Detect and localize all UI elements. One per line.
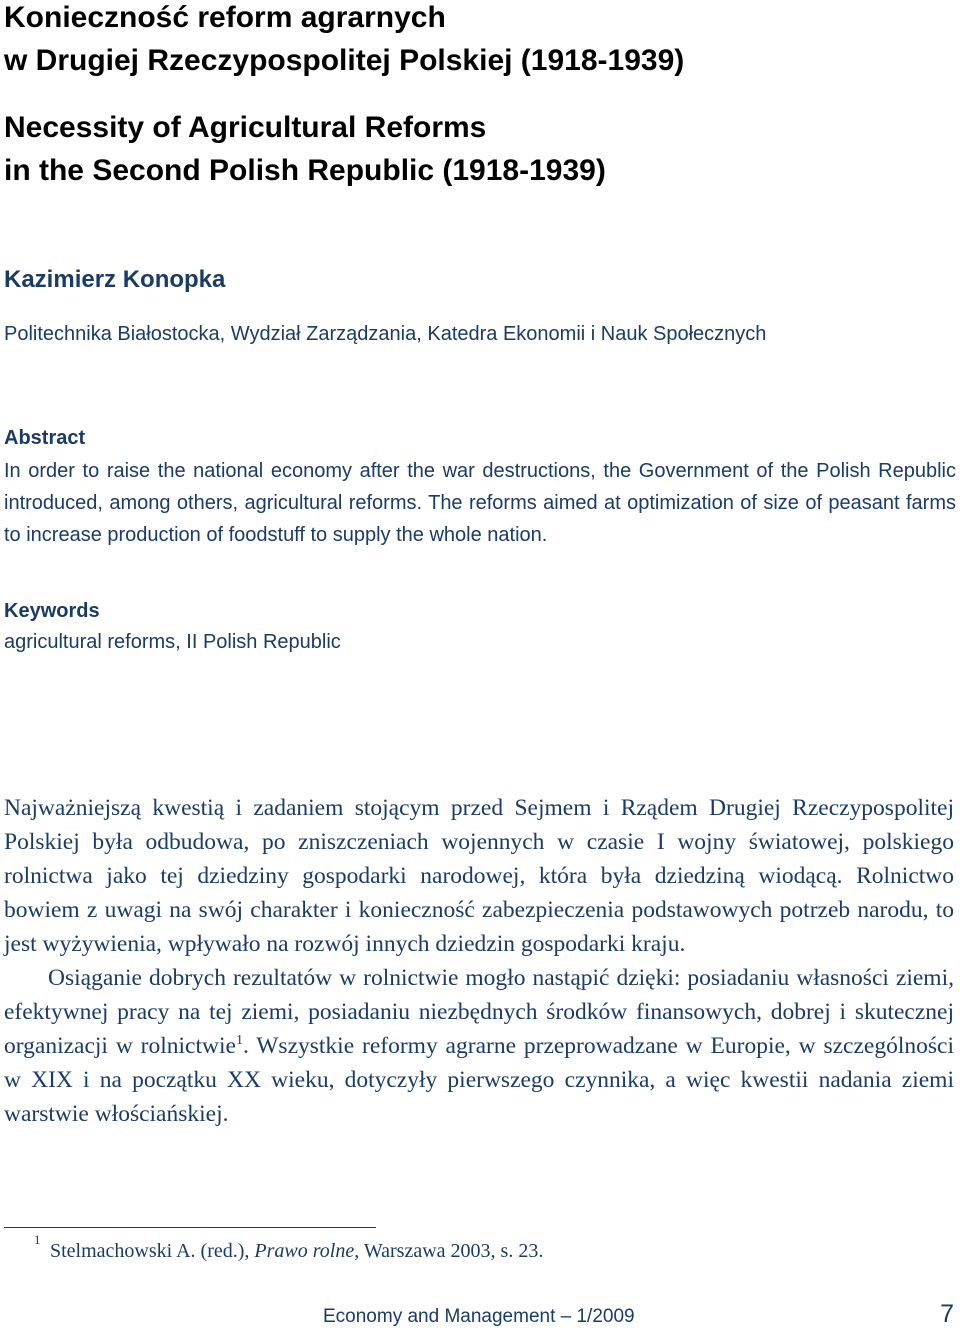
- footnote-details: , Warszawa 2003, s. 23.: [354, 1240, 544, 1262]
- body-paragraph-1: Najważniejszą kwestią i zadaniem stojącym przed Sejmem i Rządem Drugiej Rzeczypospolitej Polskiej była odbudowa, po zniszczeniach wojennych w czasie I wojny światowej, polskiego rolnictwa jako tej dziedziny gospodarki narodowej, która była dziedziną wiodącą. Rolnictwo bowiem z uwagi na swój charakter i konieczność zabezpieczenia podstawowych potrzeb narodu, to jest wyżywienia, wpływało na rozwój innych dziedzin gospodarki kraju.: [4, 795, 954, 957]
- footnote-work-title: Prawo rolne: [254, 1240, 355, 1262]
- footer-journal: Economy and Management – 1/2009: [323, 1306, 635, 1327]
- title-polish-line1: Konieczność reform agrarnych: [4, 1, 446, 34]
- keywords-section: [4, 596, 956, 658]
- title-english-line1: Necessity of Agricultural Reforms: [4, 111, 487, 144]
- abstract-heading: Abstract: [4, 427, 86, 449]
- author-affiliation: Politechnika Białostocka, Wydział Zarządzania, Katedra Ekonomii i Nauk Społecznych: [4, 323, 767, 345]
- body-paragraph-2-part-b: . Wszystkie reformy agrarne przeprowadzane w Europie, w szczególności w XIX i na początku XX wieku, dotyczyły pierwszego czynnika, a więc kwestii nadania ziemi warstwie włościańskiej.: [4, 1033, 954, 1127]
- keywords-heading: Keywords: [4, 600, 100, 622]
- footnote: [34, 1232, 544, 1263]
- abstract-text: In order to raise the national economy after the war destructions, the Government of the Polish Republic introduced, among others, agricultural reforms. The reforms aimed at optimization of size of peasant farms to increase production of foodstuff to supply the whole nation.: [4, 460, 956, 546]
- title-english-line2: in the Second Polish Republic (1918-1939): [4, 154, 606, 187]
- body-paragraph-2: [4, 961, 954, 1131]
- title-english: [4, 106, 606, 192]
- page-number: 7: [940, 1300, 954, 1328]
- keywords-text: agricultural reforms, II Polish Republic: [4, 631, 341, 653]
- footnote-number: 1: [34, 1232, 41, 1247]
- abstract-section: [4, 423, 956, 551]
- body-text: [4, 791, 954, 1131]
- footnote-reference[interactable]: 1: [235, 1033, 243, 1049]
- title-polish: [4, 0, 684, 82]
- title-polish-line2: w Drugiej Rzeczypospolitej Polskiej (1918-1939): [4, 44, 685, 77]
- body-paragraph-2-part-a: Osiąganie dobrych rezultatów w rolnictwie mogło nastąpić dzięki: posiadaniu własności ziemi, efektywnej pracy na tej ziemi, posiadaniu niezbędnych środków finansowych, dobrej i skutecznej organizacji w rolnictwie: [4, 965, 954, 1059]
- footnote-author: Stelmachowski A. (red.),: [50, 1240, 255, 1262]
- footnote-divider: [4, 1227, 376, 1228]
- author-name: Kazimierz Konopka: [4, 266, 226, 293]
